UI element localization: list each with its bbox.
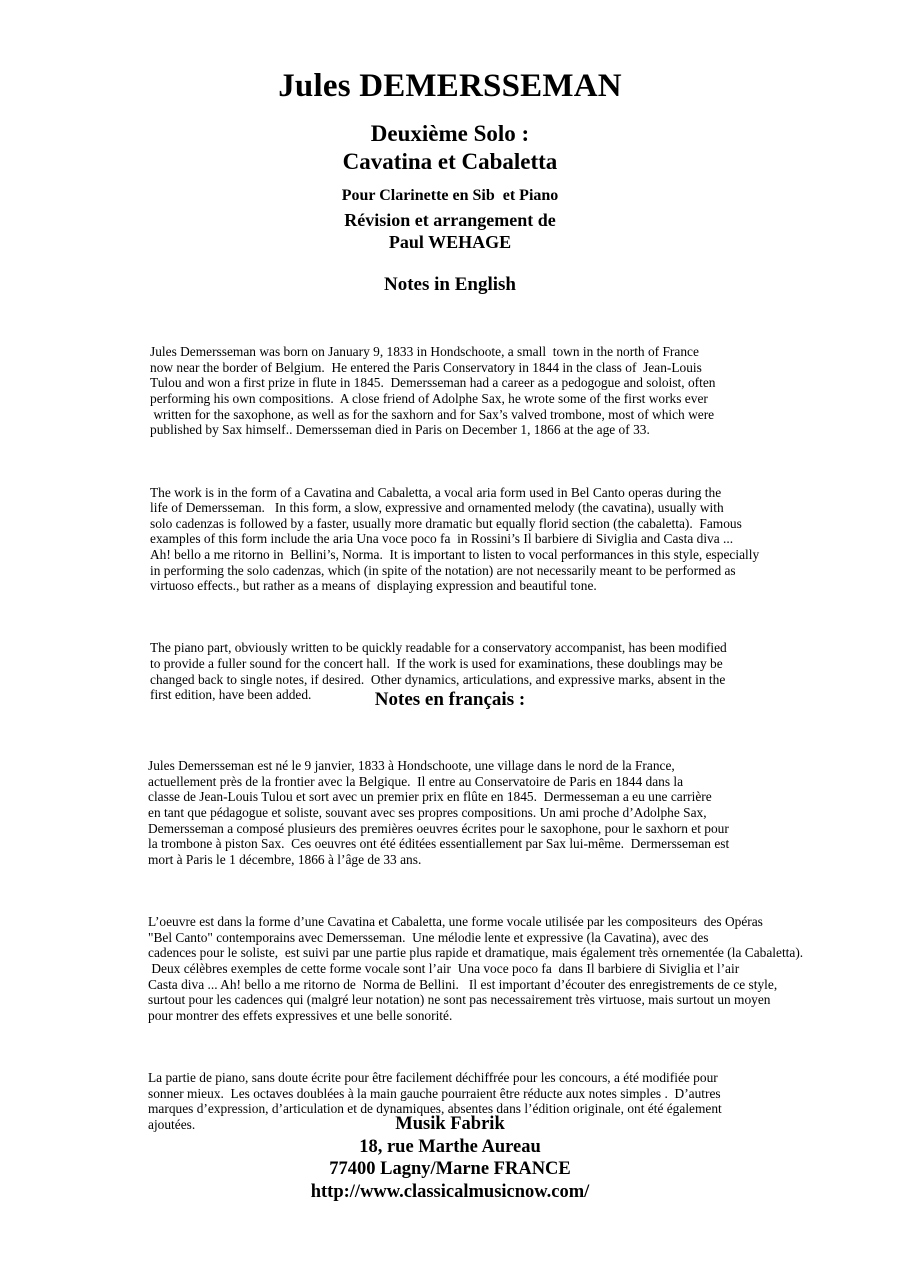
publisher-url[interactable]: http://www.classicalmusicnow.com/ <box>310 1181 590 1202</box>
english-notes <box>150 313 840 750</box>
french-paragraph: Jules Demersseman est né le 9 janvier, 1833 à Hondschoote, une village dans le nord de la France, actuellement près de la frontier avec la Belgique. Il entre au Conservatoire de Paris en 1844 dans la classe de Jean-Louis Tulou et sort avec un premier prix en flûte en 1845. Dermesseman a eu une carrière en tant que pédagogue et soliste, souvant avec ses propres compositions. Un ami proche d’Adolphe Sax, Demersseman a composé plusieurs des premières oeuvres écrites pour le saxophone, pour le saxhorn et pour la trombone à piston Sax. Ces oeuvres ont été éditées essentiallement par Sax lui-même. Dermersseman est mort à Paris le 1 décembre, 1866 à l’âge de 33 ans. <box>148 758 730 867</box>
composer-name: Jules DEMERSSEMAN <box>278 68 622 104</box>
instrumentation: Pour Clarinette en Sib et Piano <box>341 187 559 204</box>
french-notes <box>148 727 838 1179</box>
publisher-block <box>0 1113 900 1203</box>
work-title <box>0 120 900 176</box>
publisher-city: 77400 Lagny/Marne FRANCE <box>329 1159 571 1179</box>
publisher-name: Musik Fabrik <box>395 1114 505 1134</box>
work-title-line-1: Deuxième Solo : <box>370 121 530 146</box>
english-paragraph: The piano part, obviously written to be quickly readable for a conservatory accompanist, has been modified to provide a fuller sound for the concert hall. If the work is used for examinations, these doublings may be changed back to single notes, if desired. Other dynamics, articulations, and expressive marks, absent in the first edition, have been added. <box>150 640 727 703</box>
french-paragraph: La partie de piano, sans doute écrite pour être facilement déchiffrée pour les concours, a été modifiée pour sonner mieux. Les octaves doublées à la main gauche pourraient être réducte aux notes simples . D’autres marques d’expression, d’articulation et de dynamiques, absentes dans l’édition originale, ont été également ajoutées. <box>148 1070 722 1132</box>
publisher-street: 18, rue Marthe Aureau <box>359 1136 541 1157</box>
english-paragraph: The work is in the form of a Cavatina and Cabaletta, a vocal aria form used in Bel Canto operas during the life of Demersseman. In this form, a slow, expressive and ornamented melody (the cavatina), usually with solo cadenzas is followed by a faster, usually more dramatic but equally florid section (the cabaletta). Famous examples of this form include the aria Una voce poco fa in Rossini’s Il barbiere di Siviglia and Casta diva ... Ah! bello a me ritorno in Bellini’s, Norma. It is important to listen to vocal performances in this style, especially in performing the solo cadenzas, which (in spite of the notation) are not necessarily meant to be performed as virtuoso effects., but rather as a means of displaying expression and beautiful tone. <box>150 484 760 594</box>
arranger-credit <box>0 209 900 253</box>
french-notes-heading: Notes en français : <box>374 689 526 710</box>
arranger-line-1: Révision et arrangement de <box>344 210 556 230</box>
arranger-line-2: Paul WEHAGE <box>388 232 512 252</box>
english-paragraph: Jules Demersseman was born on January 9, 1833 in Hondschoote, a small town in the north of France now near the border of Belgium. He entered the Paris Conservatory in 1844 in the class of Jean-Louis Tulou and won a first prize in flute in 1845. Demersseman had a career as a pedogogue and soloist, often performing his own compositions. A close friend of Adolphe Sax, he wrote some of the first works ever written for the saxophone, as well as for the saxhorn and for Sax’s valved trombone, most of which were published by Sax himself.. Demersseman died in Paris on December 1, 1866 at the age of 33. <box>150 344 716 438</box>
english-notes-heading: Notes in English <box>384 274 516 295</box>
french-paragraph: L’oeuvre est dans la forme d’une Cavatina et Cabaletta, une forme vocale utilisée par les compositeurs des Opéras "Bel Canto" contemporains avec Demersseman. Une mélodie lente et expressive (la Cavatina), avec des cadences pour le soliste, est suivi par une partie plus rapide et dramatique, mais également très ornementée (la Cabaletta). Deux célèbres exemples de cette forme vocale sont l’air Una voce poco fa dans Il barbiere di Siviglia et l’air Casta diva ... Ah! bello a me ritorno de Norma de Bellini. Il est important d’écouter des enregistrements de ce style, surtout pour les cadences qui (malgré leur notation) ne sont pas necessairement très virtuose, mais surtout un moyen pour montrer des effets expressives et une belle sonorité. <box>148 914 804 1023</box>
work-title-line-2: Cavatina et Cabaletta <box>342 149 558 174</box>
